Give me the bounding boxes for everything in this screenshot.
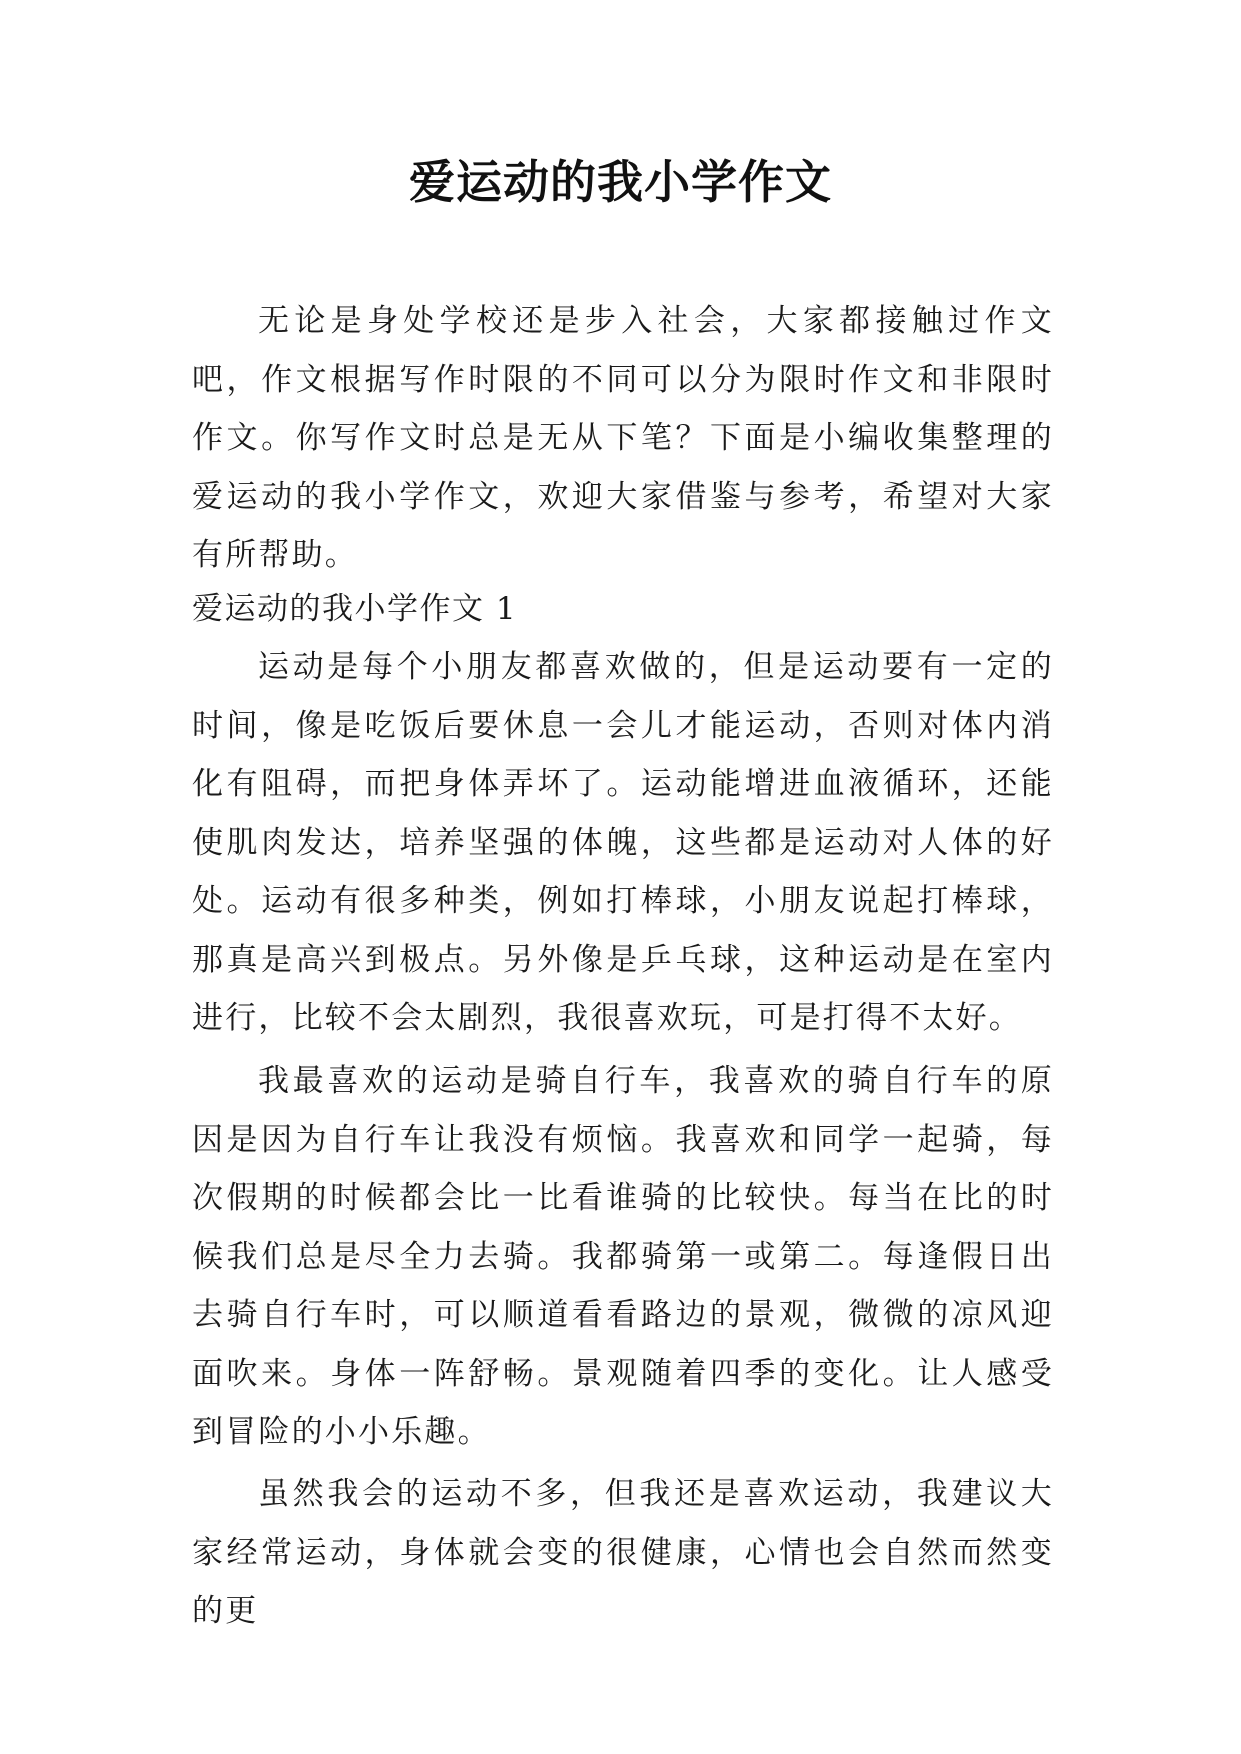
intro-paragraph: 无论是身处学校还是步入社会，大家都接触过作文吧，作文根据写作时限的不同可以分为限时作文和非限时作文。你写作文时总是无从下笔？下面是小编收集整理的爱运动的我小学作文，欢迎大家借鉴与参考，希望对大家有所帮助。 [192, 303, 1054, 573]
body-paragraph-2: 我最喜欢的运动是骑自行车，我喜欢的骑自行车的原因是因为自行车让我没有烦恼。我喜欢和同学一起骑，每次假期的时候都会比一比看谁骑的比较快。每当在比的时候我们总是尽全力去骑。我都骑第一或第二。每逢假日出去骑自行车时，可以顺道看看路边的景观，微微的凉风迎面吹来。身体一阵舒畅。景观随着四季的变化。让人感受到冒险的小小乐趣。 [192, 1063, 1054, 1450]
page-title: 爱运动的我小学作文 [409, 155, 832, 209]
body-paragraph-3: 虽然我会的运动不多，但我还是喜欢运动，我建议大家经常运动，身体就会变的很健康，心情也会自然而然变的更 [192, 1476, 1054, 1629]
section-heading: 爱运动的我小学作文 1 [192, 591, 518, 627]
body-paragraph-1: 运动是每个小朋友都喜欢做的，但是运动要有一定的时间，像是吃饭后要休息一会儿才能运动，否则对体内消化有阻碍，而把身体弄坏了。运动能增进血液循环，还能使肌肉发达，培养坚强的体魄，这些都是运动对人体的好处。运动有很多种类，例如打棒球，小朋友说起打棒球，那真是高兴到极点。另外像是乒乓球，这种运动是在室内进行，比较不会太剧烈，我很喜欢玩，可是打得不太好。 [192, 649, 1054, 1036]
